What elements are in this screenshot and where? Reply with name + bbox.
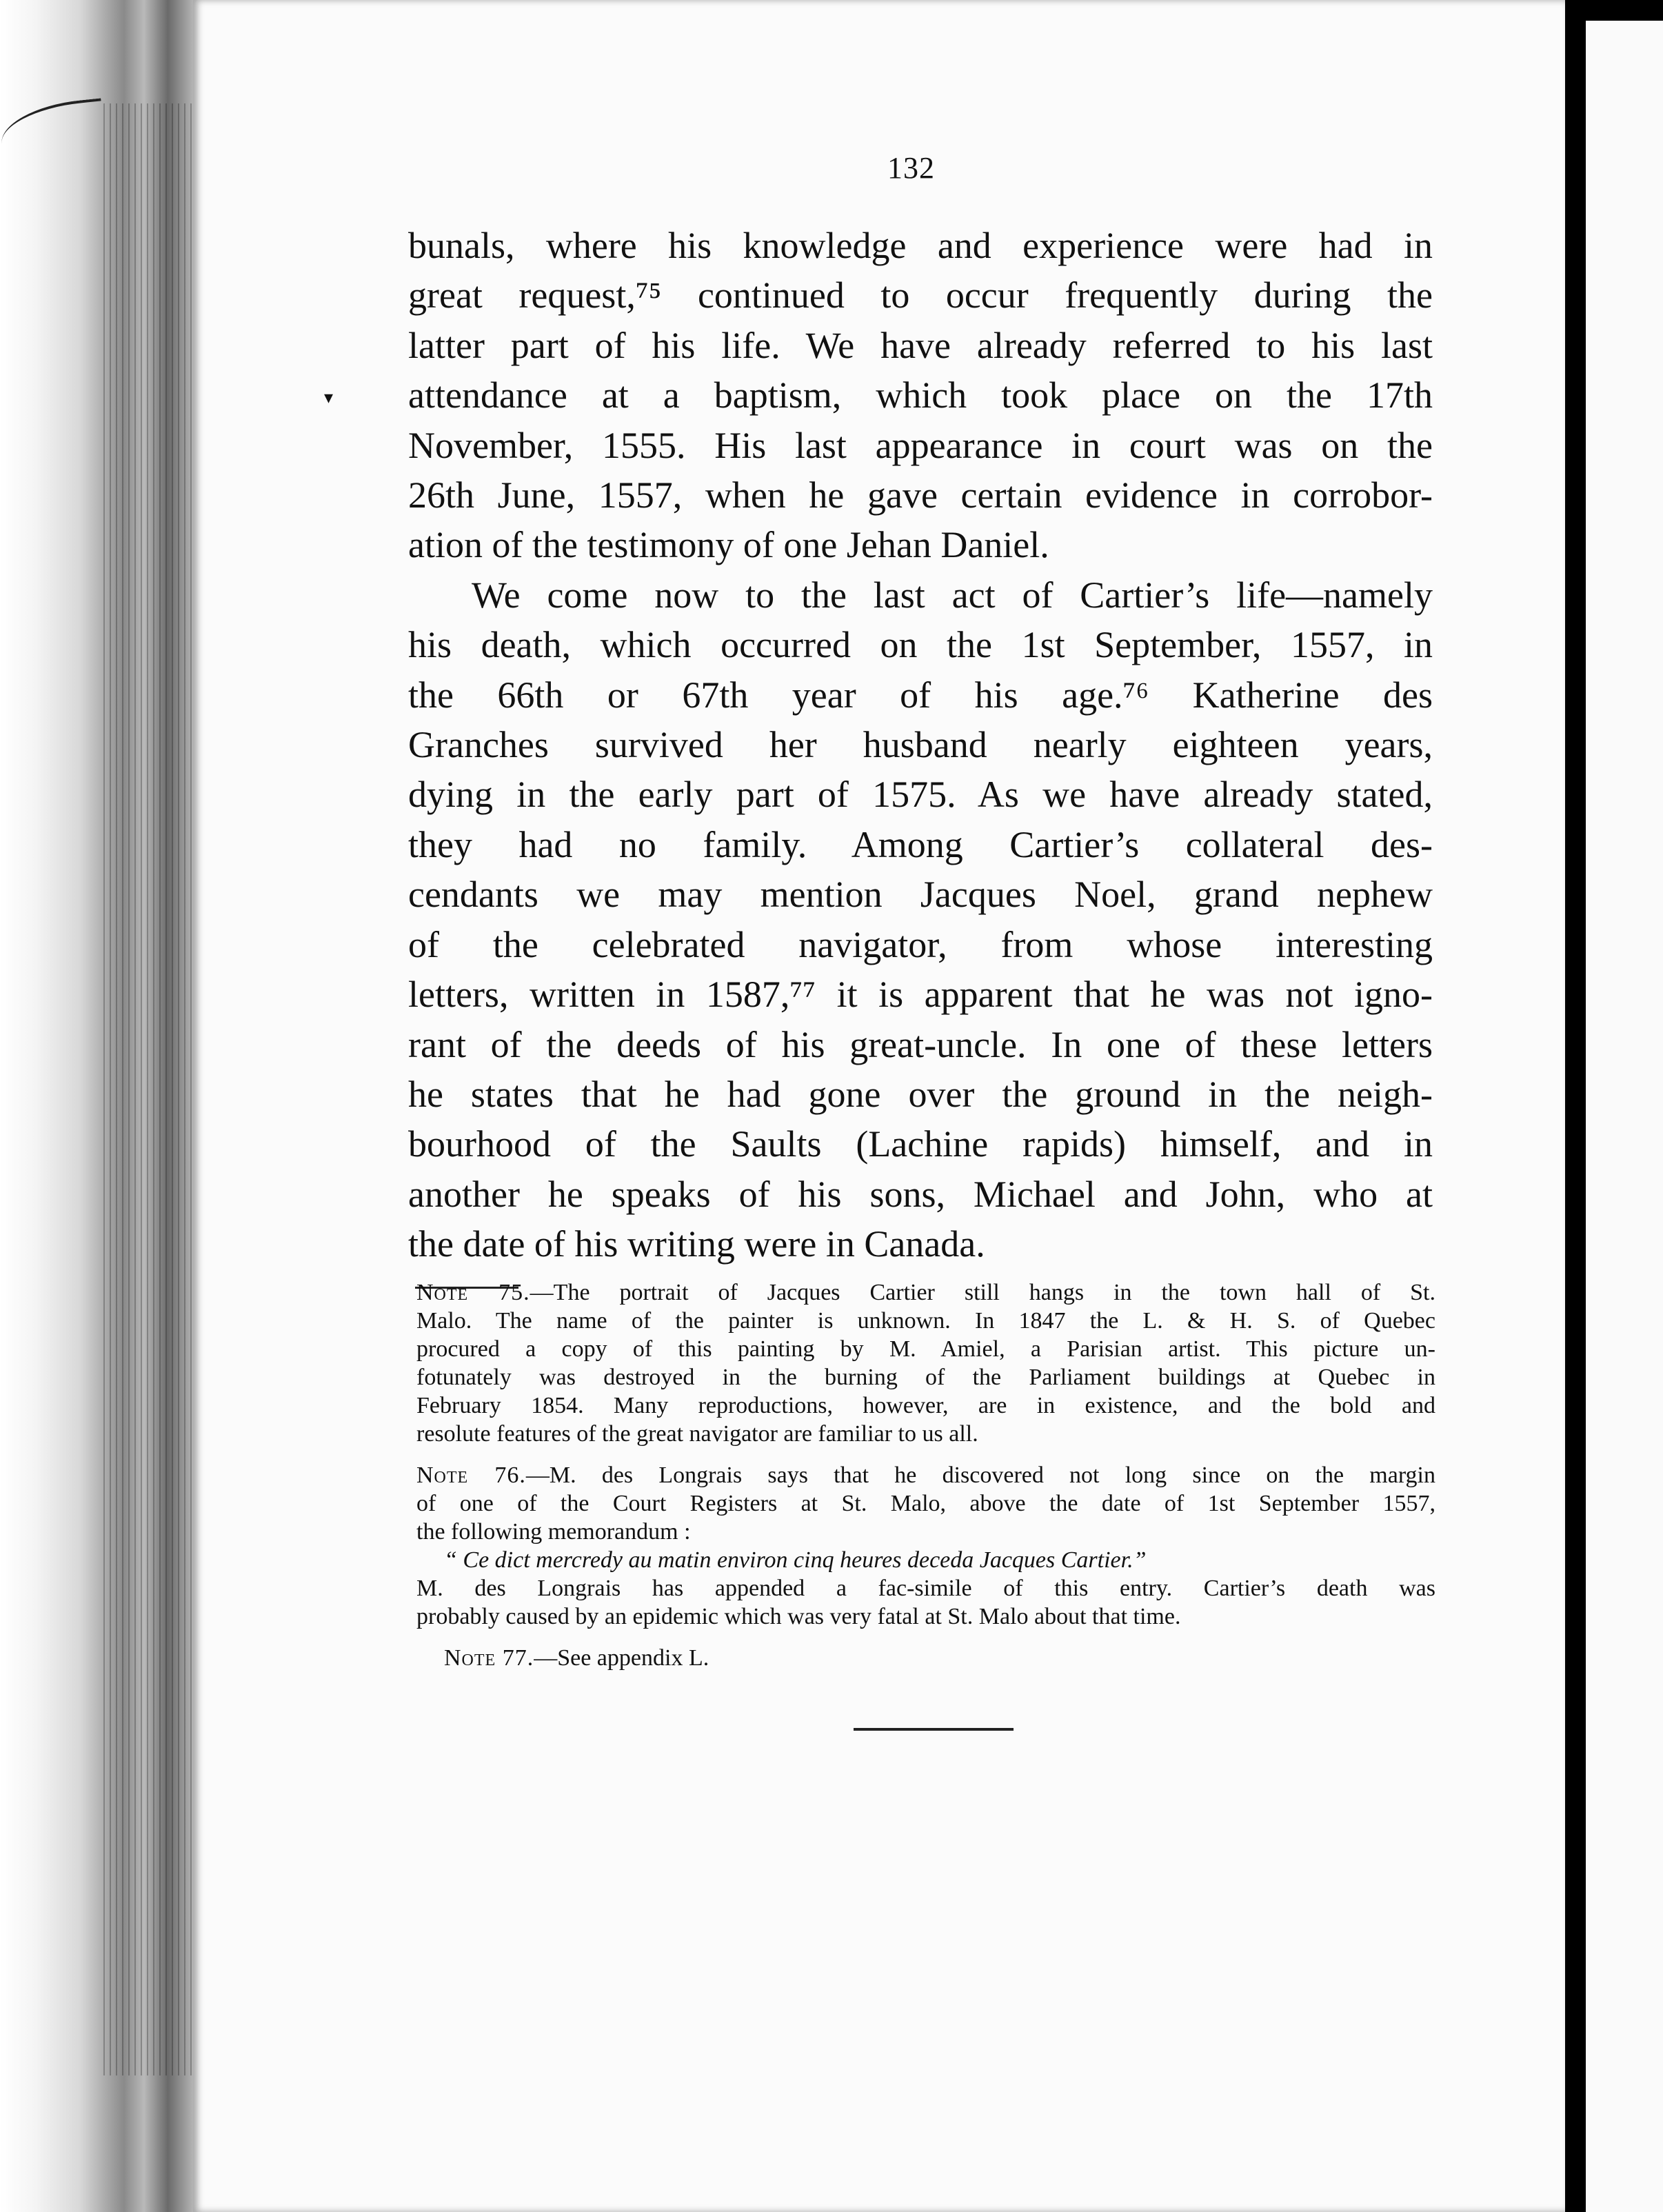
text-line: great request,⁷⁵ continued to occur frequently during the [408,274,1433,316]
page-number: 132 [887,151,935,185]
note-line [416,1278,1435,1307]
note-label: Note 77. [444,1645,534,1671]
footnote-75 [416,1278,1435,1448]
margin-mark: ▾ [324,388,334,408]
note-line: M. des Longrais has appended a fac-simile of this entry. Cartier’s death was [416,1576,1435,1601]
note-line: the following memorandum : [416,1519,691,1545]
note-line [416,1461,1435,1489]
note-line: fotunately was destroyed in the burning of the Parliament buildings at Quebec in [416,1365,1435,1390]
end-rule [854,1728,1014,1731]
text-line: ation of the testimony of one Jehan Daniel. [408,524,1049,566]
note-line: Malo. The name of the painter is unknown. In 1847 the L. & H. S. of Quebec [416,1308,1435,1334]
note-line [416,1644,1435,1672]
text-line: bourhood of the Saults (Lachine rapids) himself, and in [408,1123,1433,1165]
text-line: of the celebrated navigator, from whose interesting [408,923,1433,965]
adjacent-page-edge [1586,21,1663,2212]
body-text [408,221,1433,1269]
text-line: November, 1555. His last appearance in court was on the [408,424,1433,466]
paragraph-1 [408,221,1433,570]
text-line: letters, written in 1587,⁷⁷ it is apparent that he was not igno- [408,974,1433,1016]
text-line: the date of his writing were in Canada. [408,1223,985,1265]
text-line: cendants we may mention Jacques Noel, grand nephew [408,874,1433,916]
text-line: 26th June, 1557, when he gave certain evidence in corrobor- [408,474,1433,516]
page-stack-lines [103,103,193,2075]
text-line: they had no family. Among Cartier’s collateral des- [408,823,1433,865]
note-text: —See appendix L. [534,1645,709,1671]
text-line: bunals, where his knowledge and experience were had in [408,225,1433,266]
text-line: he states that he had gone over the ground in the neigh- [408,1073,1433,1115]
note-label: Note 76. [416,1462,526,1488]
text-line: the 66th or 67th year of his age.⁷⁶ Katherine des [408,674,1433,716]
note-line: resolute features of the great navigator are familiar to us all. [416,1421,978,1447]
text-line: rant of the deeds of his great-uncle. In one of these letters [408,1023,1433,1065]
note-text: —M. des Longrais says that he discovered not long since on the margin [525,1462,1435,1488]
footnote-76 [416,1461,1435,1631]
note-text: —The portrait of Jacques Cartier still hangs in the town hall of St. [530,1280,1435,1305]
text-line: attendance at a baptism, which took place on the 17th [408,374,1433,416]
note-line: of one of the Court Registers at St. Malo, above the date of 1st September 1557, [416,1491,1435,1516]
footnote-77 [416,1644,1435,1672]
text-line: We come now to the last act of Cartier’s life—namely [472,574,1433,616]
text-line: his death, which occurred on the 1st September, 1557, in [408,624,1433,666]
text-line: another he speaks of his sons, Michael and John, who at [408,1173,1433,1215]
footnotes [416,1278,1435,1685]
text-line: dying in the early part of 1575. As we have already stated, [408,774,1433,816]
note-quote: “ Ce dict mercredy au matin environ cinq heures deceda Jacques Cartier.” [444,1547,1147,1573]
note-line: probably caused by an epidemic which was very fatal at St. Malo about that time. [416,1604,1181,1629]
text-line: Granches survived her husband nearly eighteen years, [408,724,1433,766]
text-line: latter part of his life. We have already referred to his last [408,324,1433,366]
paragraph-2 [408,570,1433,1269]
note-line: February 1854. Many reproductions, however, are in existence, and the bold and [416,1393,1435,1418]
note-line: procured a copy of this painting by M. Amiel, a Parisian artist. This picture un- [416,1336,1435,1362]
note-label: Note 75. [416,1280,530,1305]
